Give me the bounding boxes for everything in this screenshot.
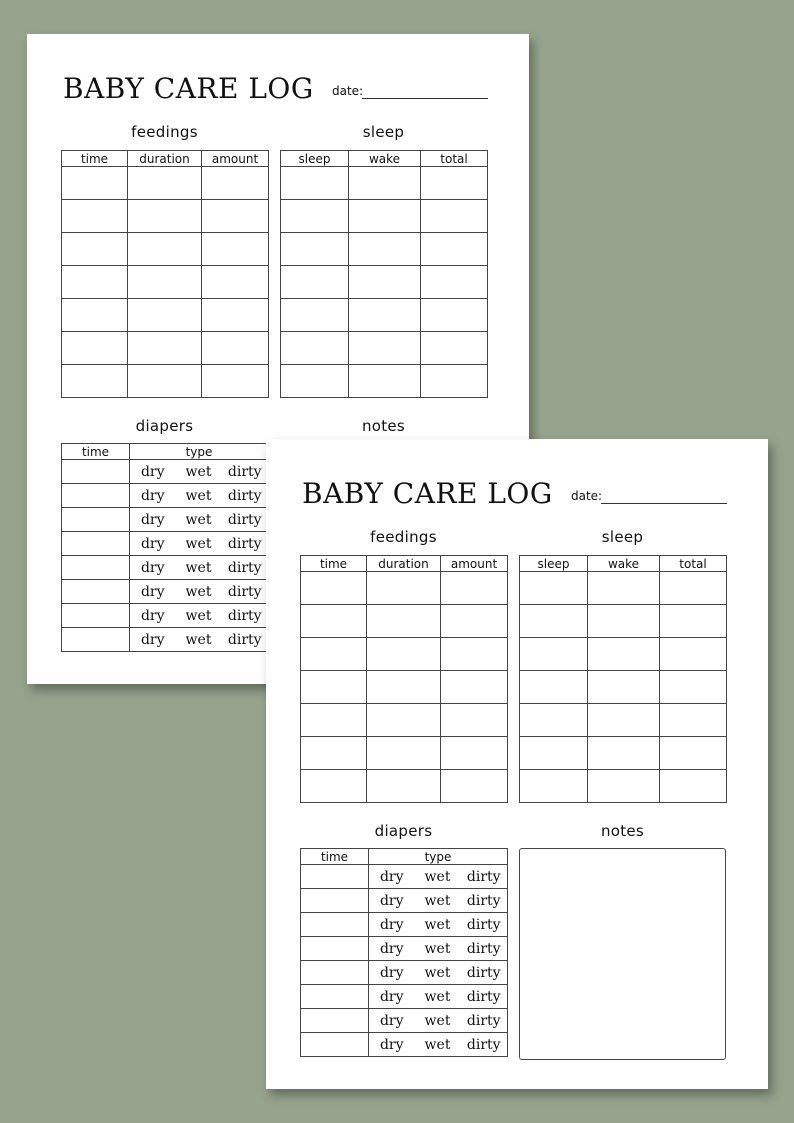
entry-cell <box>128 200 202 233</box>
entry-cell <box>421 200 488 233</box>
entry-cell <box>441 737 508 770</box>
entry-cell <box>281 167 349 200</box>
entry-cell <box>128 332 202 365</box>
diaper-option-dirty: dirty <box>461 865 508 889</box>
notes-box <box>519 848 726 1060</box>
entry-cell <box>281 299 349 332</box>
diaper-option-wet: wet <box>176 508 222 532</box>
sleep-col-wake: wake <box>349 151 421 167</box>
diaper-option-dry: dry <box>130 604 176 628</box>
diaper-option-dirty: dirty <box>461 937 508 961</box>
table-row <box>281 365 488 398</box>
diaper-option-wet: wet <box>176 556 222 580</box>
diaper-time-cell <box>301 865 369 889</box>
entry-cell <box>349 299 421 332</box>
table-row <box>281 233 488 266</box>
diaper-option-dry: dry <box>130 532 176 556</box>
entry-cell <box>281 200 349 233</box>
diaper-option-wet: wet <box>415 985 461 1009</box>
entry-cell <box>660 770 727 803</box>
diapers-table <box>300 848 508 1057</box>
diaper-row <box>62 628 269 652</box>
sleep-col-total: total <box>421 151 488 167</box>
diaper-option-dry: dry <box>369 961 415 985</box>
sleep-col-wake: wake <box>588 556 660 572</box>
entry-cell <box>520 572 588 605</box>
diaper-time-cell <box>62 508 130 532</box>
table-row <box>301 770 508 803</box>
diaper-row <box>62 604 269 628</box>
table-row <box>520 638 727 671</box>
date-line <box>601 503 727 504</box>
table-row <box>281 266 488 299</box>
table-row <box>281 167 488 200</box>
diaper-option-wet: wet <box>176 532 222 556</box>
entry-cell <box>520 704 588 737</box>
entry-cell <box>588 638 660 671</box>
entry-cell <box>588 770 660 803</box>
diapers-col-type: type <box>369 849 508 865</box>
feedings-col-time: time <box>62 151 128 167</box>
diaper-option-dirty: dirty <box>222 604 269 628</box>
table-row <box>62 200 269 233</box>
table-row <box>520 605 727 638</box>
entry-cell <box>202 233 269 266</box>
diaper-option-dry: dry <box>369 985 415 1009</box>
feedings-col-duration: duration <box>367 556 441 572</box>
entry-cell <box>441 671 508 704</box>
diaper-option-dry: dry <box>130 484 176 508</box>
diaper-row <box>301 865 508 889</box>
diaper-option-dirty: dirty <box>461 913 508 937</box>
diaper-row <box>62 508 269 532</box>
entry-cell <box>62 167 128 200</box>
feedings-col-amount: amount <box>441 556 508 572</box>
entry-cell <box>202 200 269 233</box>
entry-cell <box>349 233 421 266</box>
diaper-option-dry: dry <box>369 913 415 937</box>
entry-cell <box>421 233 488 266</box>
entry-cell <box>349 365 421 398</box>
sleep-table <box>280 150 488 398</box>
diaper-time-cell <box>62 484 130 508</box>
entry-cell <box>441 638 508 671</box>
diaper-time-cell <box>62 604 130 628</box>
diaper-option-dry: dry <box>130 580 176 604</box>
entry-cell <box>441 572 508 605</box>
diapers-col-time: time <box>62 444 130 460</box>
diaper-option-dirty: dirty <box>461 1009 508 1033</box>
diaper-option-dirty: dirty <box>222 580 269 604</box>
date-label: date: <box>332 84 364 98</box>
diaper-option-wet: wet <box>415 913 461 937</box>
entry-cell <box>660 704 727 737</box>
entry-cell <box>62 200 128 233</box>
log-sheet-front <box>266 439 768 1089</box>
entry-cell <box>588 572 660 605</box>
feedings-col-duration: duration <box>128 151 202 167</box>
sleep-title: sleep <box>601 528 644 546</box>
table-row <box>301 605 508 638</box>
entry-cell <box>660 572 727 605</box>
entry-cell <box>367 704 441 737</box>
entry-cell <box>421 266 488 299</box>
diaper-row <box>62 556 269 580</box>
diaper-option-wet: wet <box>415 937 461 961</box>
entry-cell <box>441 770 508 803</box>
entry-cell <box>62 266 128 299</box>
entry-cell <box>367 737 441 770</box>
feedings-table <box>61 150 269 398</box>
entry-cell <box>301 737 367 770</box>
entry-cell <box>588 605 660 638</box>
diaper-option-dirty: dirty <box>461 1033 508 1057</box>
diaper-option-dirty: dirty <box>222 628 269 652</box>
diaper-option-wet: wet <box>176 460 222 484</box>
diaper-row <box>62 484 269 508</box>
table-row <box>281 200 488 233</box>
diaper-option-dirty: dirty <box>461 889 508 913</box>
diaper-option-dry: dry <box>130 556 176 580</box>
entry-cell <box>660 737 727 770</box>
feedings-title: feedings <box>370 528 437 546</box>
diaper-row <box>301 913 508 937</box>
diaper-option-wet: wet <box>415 889 461 913</box>
entry-cell <box>520 605 588 638</box>
entry-cell <box>128 365 202 398</box>
diaper-time-cell <box>301 961 369 985</box>
table-row <box>62 167 269 200</box>
feedings-title: feedings <box>131 123 198 141</box>
diaper-time-cell <box>301 1009 369 1033</box>
entry-cell <box>349 266 421 299</box>
sleep-title: sleep <box>362 123 405 141</box>
table-row <box>62 299 269 332</box>
diaper-option-wet: wet <box>176 484 222 508</box>
diaper-option-wet: wet <box>415 961 461 985</box>
diaper-option-dirty: dirty <box>222 484 269 508</box>
diaper-row <box>62 460 269 484</box>
diaper-option-wet: wet <box>176 628 222 652</box>
page-title: BABY CARE LOG <box>302 477 553 510</box>
table-row <box>301 704 508 737</box>
diaper-option-wet: wet <box>415 1009 461 1033</box>
diaper-time-cell <box>62 532 130 556</box>
entry-cell <box>202 332 269 365</box>
sleep-table <box>519 555 727 803</box>
table-row <box>281 299 488 332</box>
entry-cell <box>367 671 441 704</box>
entry-cell <box>128 266 202 299</box>
entry-cell <box>349 332 421 365</box>
table-row <box>281 332 488 365</box>
table-row <box>301 638 508 671</box>
entry-cell <box>520 671 588 704</box>
diaper-option-dry: dry <box>369 937 415 961</box>
diaper-option-dirty: dirty <box>222 532 269 556</box>
table-row <box>520 770 727 803</box>
diaper-time-cell <box>62 580 130 604</box>
entry-cell <box>367 638 441 671</box>
feedings-col-amount: amount <box>202 151 269 167</box>
diaper-option-dry: dry <box>130 508 176 532</box>
sleep-col-sleep: sleep <box>520 556 588 572</box>
entry-cell <box>588 737 660 770</box>
table-row <box>62 266 269 299</box>
entry-cell <box>520 638 588 671</box>
sleep-col-sleep: sleep <box>281 151 349 167</box>
diaper-option-dry: dry <box>130 460 176 484</box>
diaper-option-wet: wet <box>176 604 222 628</box>
diaper-option-dry: dry <box>369 865 415 889</box>
diaper-option-dirty: dirty <box>222 556 269 580</box>
entry-cell <box>588 671 660 704</box>
diaper-option-wet: wet <box>415 865 461 889</box>
diapers-table <box>61 443 269 652</box>
diaper-row <box>301 1033 508 1057</box>
diaper-option-dry: dry <box>369 889 415 913</box>
table-row <box>301 671 508 704</box>
entry-cell <box>281 233 349 266</box>
entry-cell <box>281 332 349 365</box>
diaper-option-dry: dry <box>130 628 176 652</box>
diaper-option-dry: dry <box>369 1033 415 1057</box>
table-row <box>62 332 269 365</box>
diaper-row <box>301 985 508 1009</box>
entry-cell <box>441 704 508 737</box>
entry-cell <box>367 572 441 605</box>
diaper-row <box>301 889 508 913</box>
entry-cell <box>520 770 588 803</box>
table-row <box>520 671 727 704</box>
diaper-option-dry: dry <box>369 1009 415 1033</box>
diaper-option-dirty: dirty <box>222 460 269 484</box>
diaper-row <box>301 1009 508 1033</box>
date-line <box>362 98 488 99</box>
diapers-title: diapers <box>135 417 194 435</box>
diapers-col-time: time <box>301 849 369 865</box>
diaper-option-wet: wet <box>415 1033 461 1057</box>
diaper-row <box>301 937 508 961</box>
entry-cell <box>421 167 488 200</box>
entry-cell <box>202 365 269 398</box>
entry-cell <box>660 605 727 638</box>
entry-cell <box>421 299 488 332</box>
table-row <box>301 572 508 605</box>
diaper-time-cell <box>62 556 130 580</box>
entry-cell <box>128 299 202 332</box>
diaper-row <box>62 580 269 604</box>
diaper-row <box>301 961 508 985</box>
diaper-option-wet: wet <box>176 580 222 604</box>
entry-cell <box>281 365 349 398</box>
entry-cell <box>202 167 269 200</box>
table-row <box>301 737 508 770</box>
sleep-col-total: total <box>660 556 727 572</box>
entry-cell <box>62 299 128 332</box>
diaper-option-dirty: dirty <box>461 985 508 1009</box>
table-row <box>520 704 727 737</box>
entry-cell <box>202 299 269 332</box>
diaper-time-cell <box>301 937 369 961</box>
feedings-col-time: time <box>301 556 367 572</box>
table-row <box>62 365 269 398</box>
diapers-col-type: type <box>130 444 269 460</box>
entry-cell <box>301 638 367 671</box>
date-label: date: <box>571 489 603 503</box>
entry-cell <box>349 200 421 233</box>
entry-cell <box>301 572 367 605</box>
diaper-time-cell <box>62 460 130 484</box>
diaper-time-cell <box>301 1033 369 1057</box>
notes-title: notes <box>361 417 406 435</box>
entry-cell <box>441 605 508 638</box>
entry-cell <box>202 266 269 299</box>
diaper-time-cell <box>301 913 369 937</box>
diaper-time-cell <box>301 985 369 1009</box>
entry-cell <box>301 605 367 638</box>
entry-cell <box>349 167 421 200</box>
entry-cell <box>367 770 441 803</box>
feedings-table <box>300 555 508 803</box>
notes-title: notes <box>600 822 645 840</box>
table-row <box>520 737 727 770</box>
diapers-title: diapers <box>374 822 433 840</box>
table-row <box>520 572 727 605</box>
entry-cell <box>301 671 367 704</box>
entry-cell <box>660 671 727 704</box>
entry-cell <box>128 233 202 266</box>
table-row <box>62 233 269 266</box>
entry-cell <box>520 737 588 770</box>
entry-cell <box>367 605 441 638</box>
entry-cell <box>660 638 727 671</box>
entry-cell <box>62 365 128 398</box>
entry-cell <box>301 704 367 737</box>
diaper-option-dirty: dirty <box>222 508 269 532</box>
page-title: BABY CARE LOG <box>63 72 314 105</box>
entry-cell <box>421 365 488 398</box>
entry-cell <box>301 770 367 803</box>
diaper-option-dirty: dirty <box>461 961 508 985</box>
entry-cell <box>128 167 202 200</box>
entry-cell <box>62 233 128 266</box>
entry-cell <box>281 266 349 299</box>
diaper-row <box>62 532 269 556</box>
entry-cell <box>421 332 488 365</box>
entry-cell <box>588 704 660 737</box>
diaper-time-cell <box>62 628 130 652</box>
entry-cell <box>62 332 128 365</box>
diaper-time-cell <box>301 889 369 913</box>
